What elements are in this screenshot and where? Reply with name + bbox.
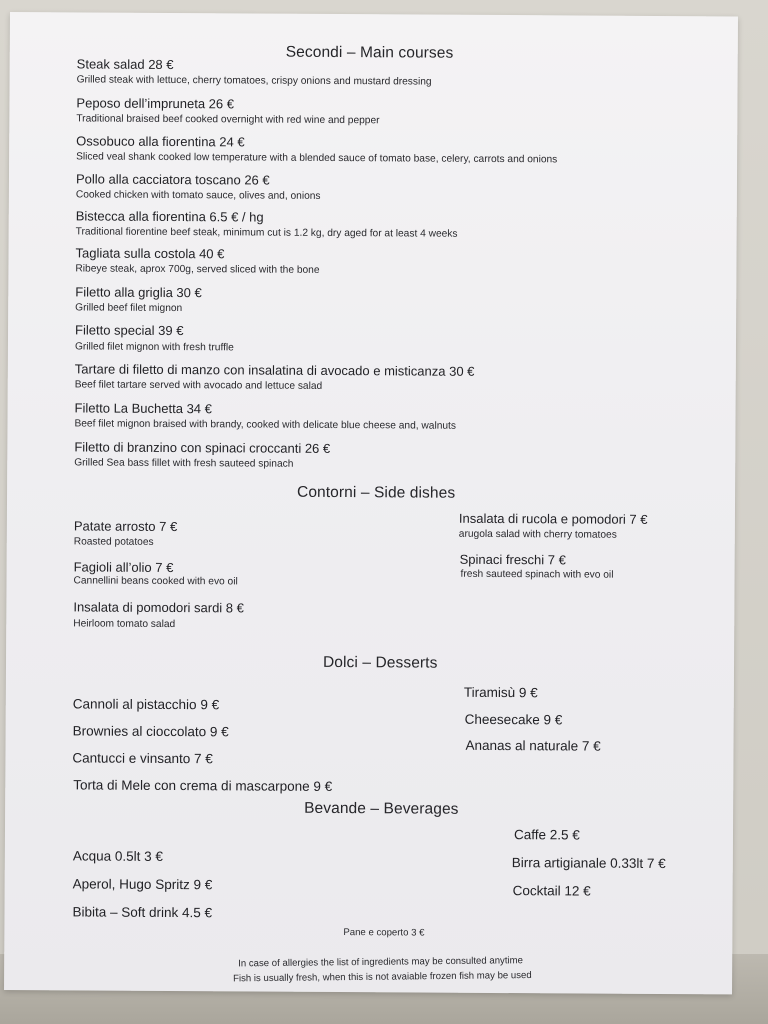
dessert-item: Cheesecake 9 € <box>464 711 563 728</box>
menu-item-name: Insalata di rucola e pomodori 7 € <box>458 510 648 527</box>
menu-item-desc: Grilled filet mignon with fresh truffle <box>74 341 234 354</box>
menu-item-desc: arugola salad with cherry tomatoes <box>458 528 617 541</box>
menu-item-name: Filetto di branzino con spinaci croccanti 26 € <box>74 439 331 456</box>
cover-charge: Pane e coperto 3 € <box>343 927 425 939</box>
menu-item-desc: fresh sauteed spinach with evo oil <box>460 568 614 581</box>
menu-item-name: Peposo dell’impruneta 26 € <box>76 95 235 112</box>
beverage-item: Cocktail 12 € <box>512 883 591 899</box>
dessert-item: Torta di Mele con crema di mascarpone 9 € <box>73 777 333 794</box>
menu-item-desc: Sliced veal shank cooked low temperature with a blended sauce of tomato base, celery, carrots and onions <box>76 151 558 166</box>
menu-item-name: Tagliata sulla costola 40 € <box>75 245 225 262</box>
beverage-item: Acqua 0.5lt 3 € <box>72 848 163 864</box>
menu-item-desc: Cooked chicken with tomato sauce, olives and, onions <box>75 189 321 202</box>
menu-page <box>4 12 738 994</box>
menu-item-desc: Roasted potatoes <box>73 536 154 548</box>
menu-item-name: Insalata di pomodori sardi 8 € <box>73 599 244 616</box>
menu-item-name: Ossobuco alla fiorentina 24 € <box>76 133 245 150</box>
menu-item-name: Fagioli all’olio 7 € <box>73 559 174 576</box>
dessert-item: Tiramisù 9 € <box>463 684 538 701</box>
section-title-sides: Contorni – Side dishes <box>297 483 456 502</box>
dessert-item: Ananas al naturale 7 € <box>465 737 601 754</box>
menu-item-desc: Grilled steak with lettuce, cherry tomatoes, crispy onions and mustard dressing <box>76 74 432 88</box>
menu-item-name: Filetto La Buchetta 34 € <box>74 400 212 417</box>
menu-item-name: Patate arrosto 7 € <box>73 518 178 535</box>
menu-item-desc: Grilled Sea bass fillet with fresh sauteed spinach <box>74 457 294 470</box>
section-title-desserts: Dolci – Desserts <box>322 653 438 672</box>
fish-note: Fish is usually fresh, when this is not avaiable frozen fish may be used <box>233 969 532 985</box>
menu-item-desc: Beef filet mignon braised with brandy, cooked with delicate blue cheese and, walnuts <box>74 418 457 432</box>
menu-item-desc: Beef filet tartare served with avocado and lettuce salad <box>74 379 323 392</box>
beverage-item: Aperol, Hugo Spritz 9 € <box>72 876 213 893</box>
menu-item-name: Spinaci freschi 7 € <box>459 551 566 568</box>
menu-item-name: Pollo alla cacciatora toscano 26 € <box>75 171 270 188</box>
menu-item-name: Steak salad 28 € <box>76 56 174 72</box>
menu-item-name: Tartare di filetto di manzo con insalatina di avocado e misticanza 30 € <box>74 361 475 379</box>
dessert-item: Brownies al cioccolato 9 € <box>72 723 229 740</box>
beverage-item: Bibita – Soft drink 4.5 € <box>72 904 213 921</box>
menu-item-name: Filetto alla griglia 30 € <box>75 284 202 301</box>
menu-item-desc: Cannellini beans cooked with evo oil <box>73 575 238 588</box>
allergy-note: In case of allergies the list of ingredients may be consulted anytime <box>238 955 524 970</box>
menu-item-name: Bistecca alla fiorentina 6.5 € / hg <box>75 208 264 225</box>
menu-item-desc: Traditional braised beef cooked overnight with red wine and pepper <box>76 113 380 127</box>
menu-item-name: Filetto special 39 € <box>75 322 184 339</box>
menu-item-desc: Traditional fiorentine beef steak, minimum cut is 1.2 kg, dry aged for at least 4 weeks <box>75 226 458 240</box>
section-title-beverages: Bevande – Beverages <box>304 799 459 818</box>
dessert-item: Cantucci e vinsanto 7 € <box>72 750 213 767</box>
menu-item-desc: Ribeye steak, aprox 700g, served sliced with the bone <box>75 263 320 276</box>
section-title-mains: Secondi – Main courses <box>285 43 454 62</box>
beverage-item: Caffe 2.5 € <box>513 827 580 843</box>
beverage-item: Birra artigianale 0.33lt 7 € <box>511 855 666 872</box>
menu-item-desc: Grilled beef filet mignon <box>75 302 183 315</box>
menu-item-desc: Heirloom tomato salad <box>73 618 176 631</box>
dessert-item: Cannoli al pistacchio 9 € <box>72 696 220 713</box>
